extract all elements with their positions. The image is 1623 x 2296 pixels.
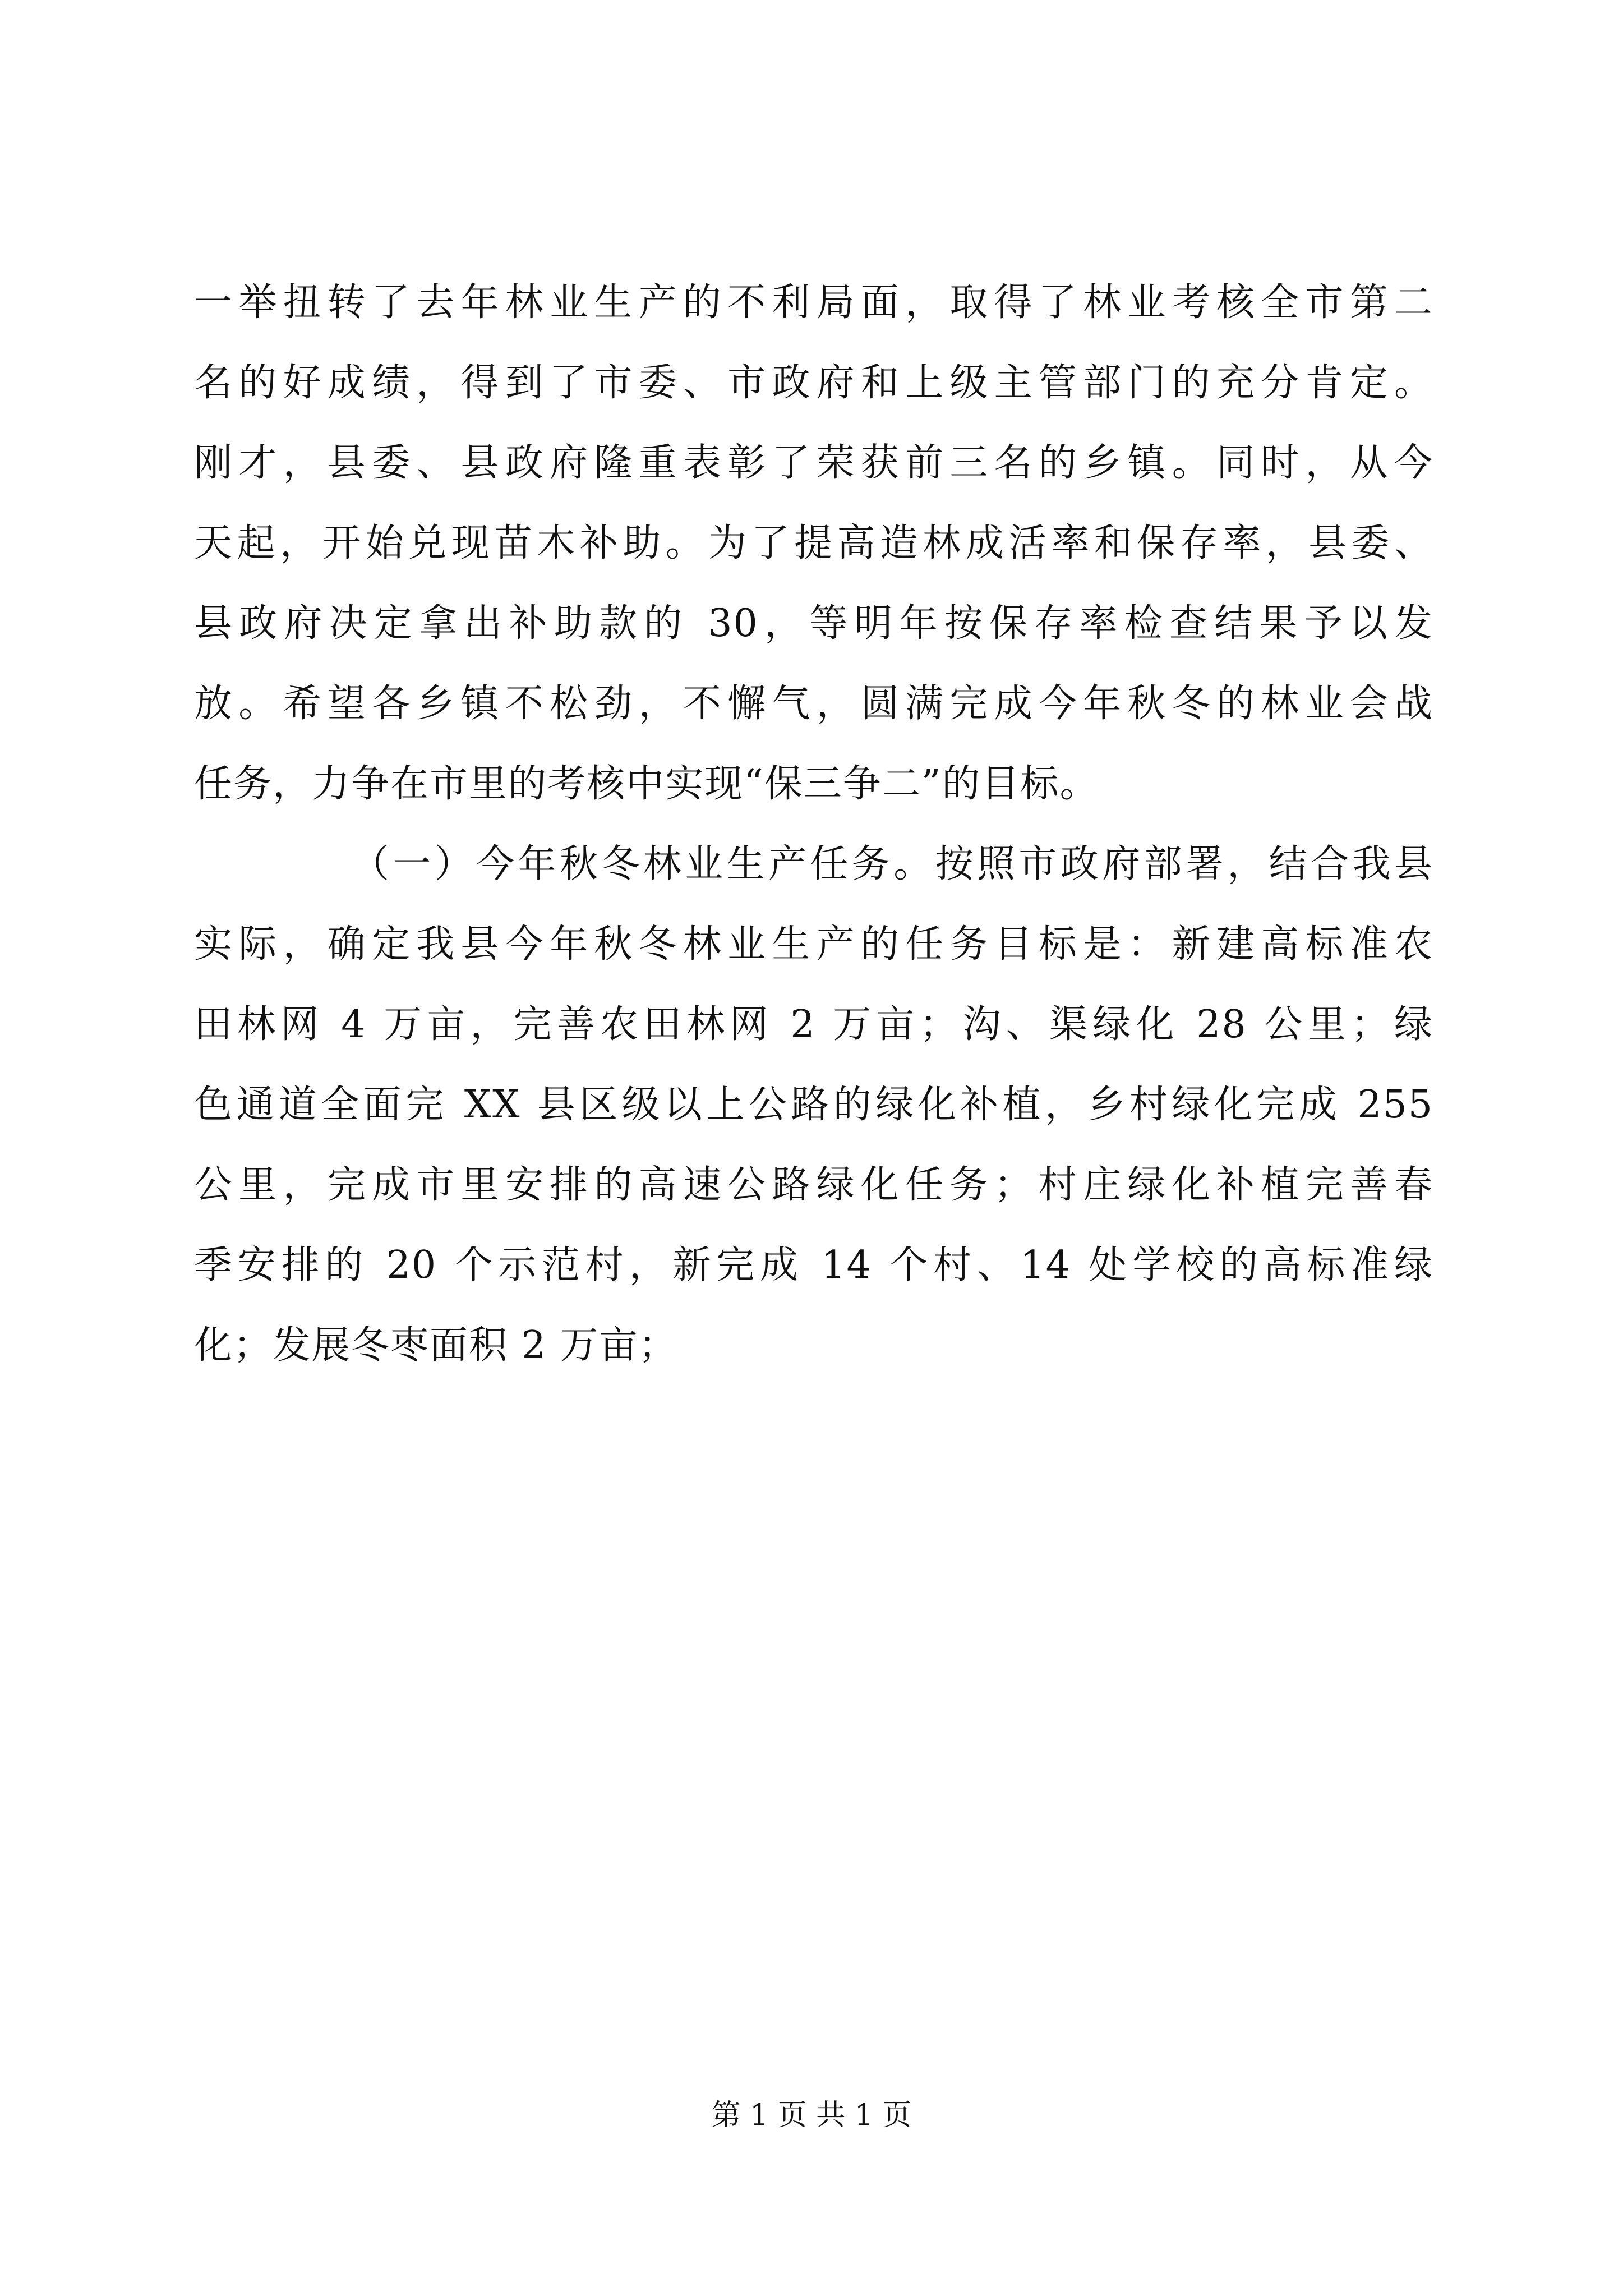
text-line: 田林网 4 万亩，完善农田林网 2 万亩；沟、渠绿化 28 公里；绿 (194, 1002, 1433, 1047)
text-line: 实际，确定我县今年秋冬林业生产的任务目标是：新建高标准农 (194, 922, 1433, 967)
text-line: 刚才，县委、县政府隆重表彰了荣获前三名的乡镇。同时，从今 (194, 441, 1433, 485)
page-footer: 第 1 页 共 1 页 (711, 2099, 912, 2132)
body-text (194, 263, 1433, 1386)
text-line: 色通道全面完 XX 县区级以上公路的绿化补植，乡村绿化完成 255 (194, 1083, 1433, 1127)
paragraph-heading-line: （一）今年秋冬林业生产任务。按照市政府部署，结合我县 (351, 842, 1433, 886)
text-line: 放。希望各乡镇不松劲，不懈气，圆满完成今年秋冬的林业会战 (194, 682, 1433, 726)
text-line: 任务，力争在市里的考核中实现“保三争二”的目标。 (194, 762, 1099, 806)
text-line: 季安排的 20 个示范村，新完成 14 个村、14 处学校的高标准绿 (194, 1243, 1433, 1287)
text-line: 一举扭转了去年林业生产的不利局面，取得了林业考核全市第二 (194, 280, 1433, 325)
text-line: 天起，开始兑现苗木补助。为了提高造林成活率和保存率，县委、 (194, 521, 1433, 565)
text-line: 县政府决定拿出补助款的 30，等明年按保存率检查结果予以发 (194, 601, 1433, 646)
text-line: 化；发展冬枣面积 2 万亩； (194, 1323, 678, 1368)
text-line: 名的好成绩，得到了市委、市政府和上级主管部门的充分肯定。 (194, 361, 1433, 405)
text-line: 公里，完成市里安排的高速公路绿化任务；村庄绿化补植完善春 (194, 1163, 1433, 1207)
